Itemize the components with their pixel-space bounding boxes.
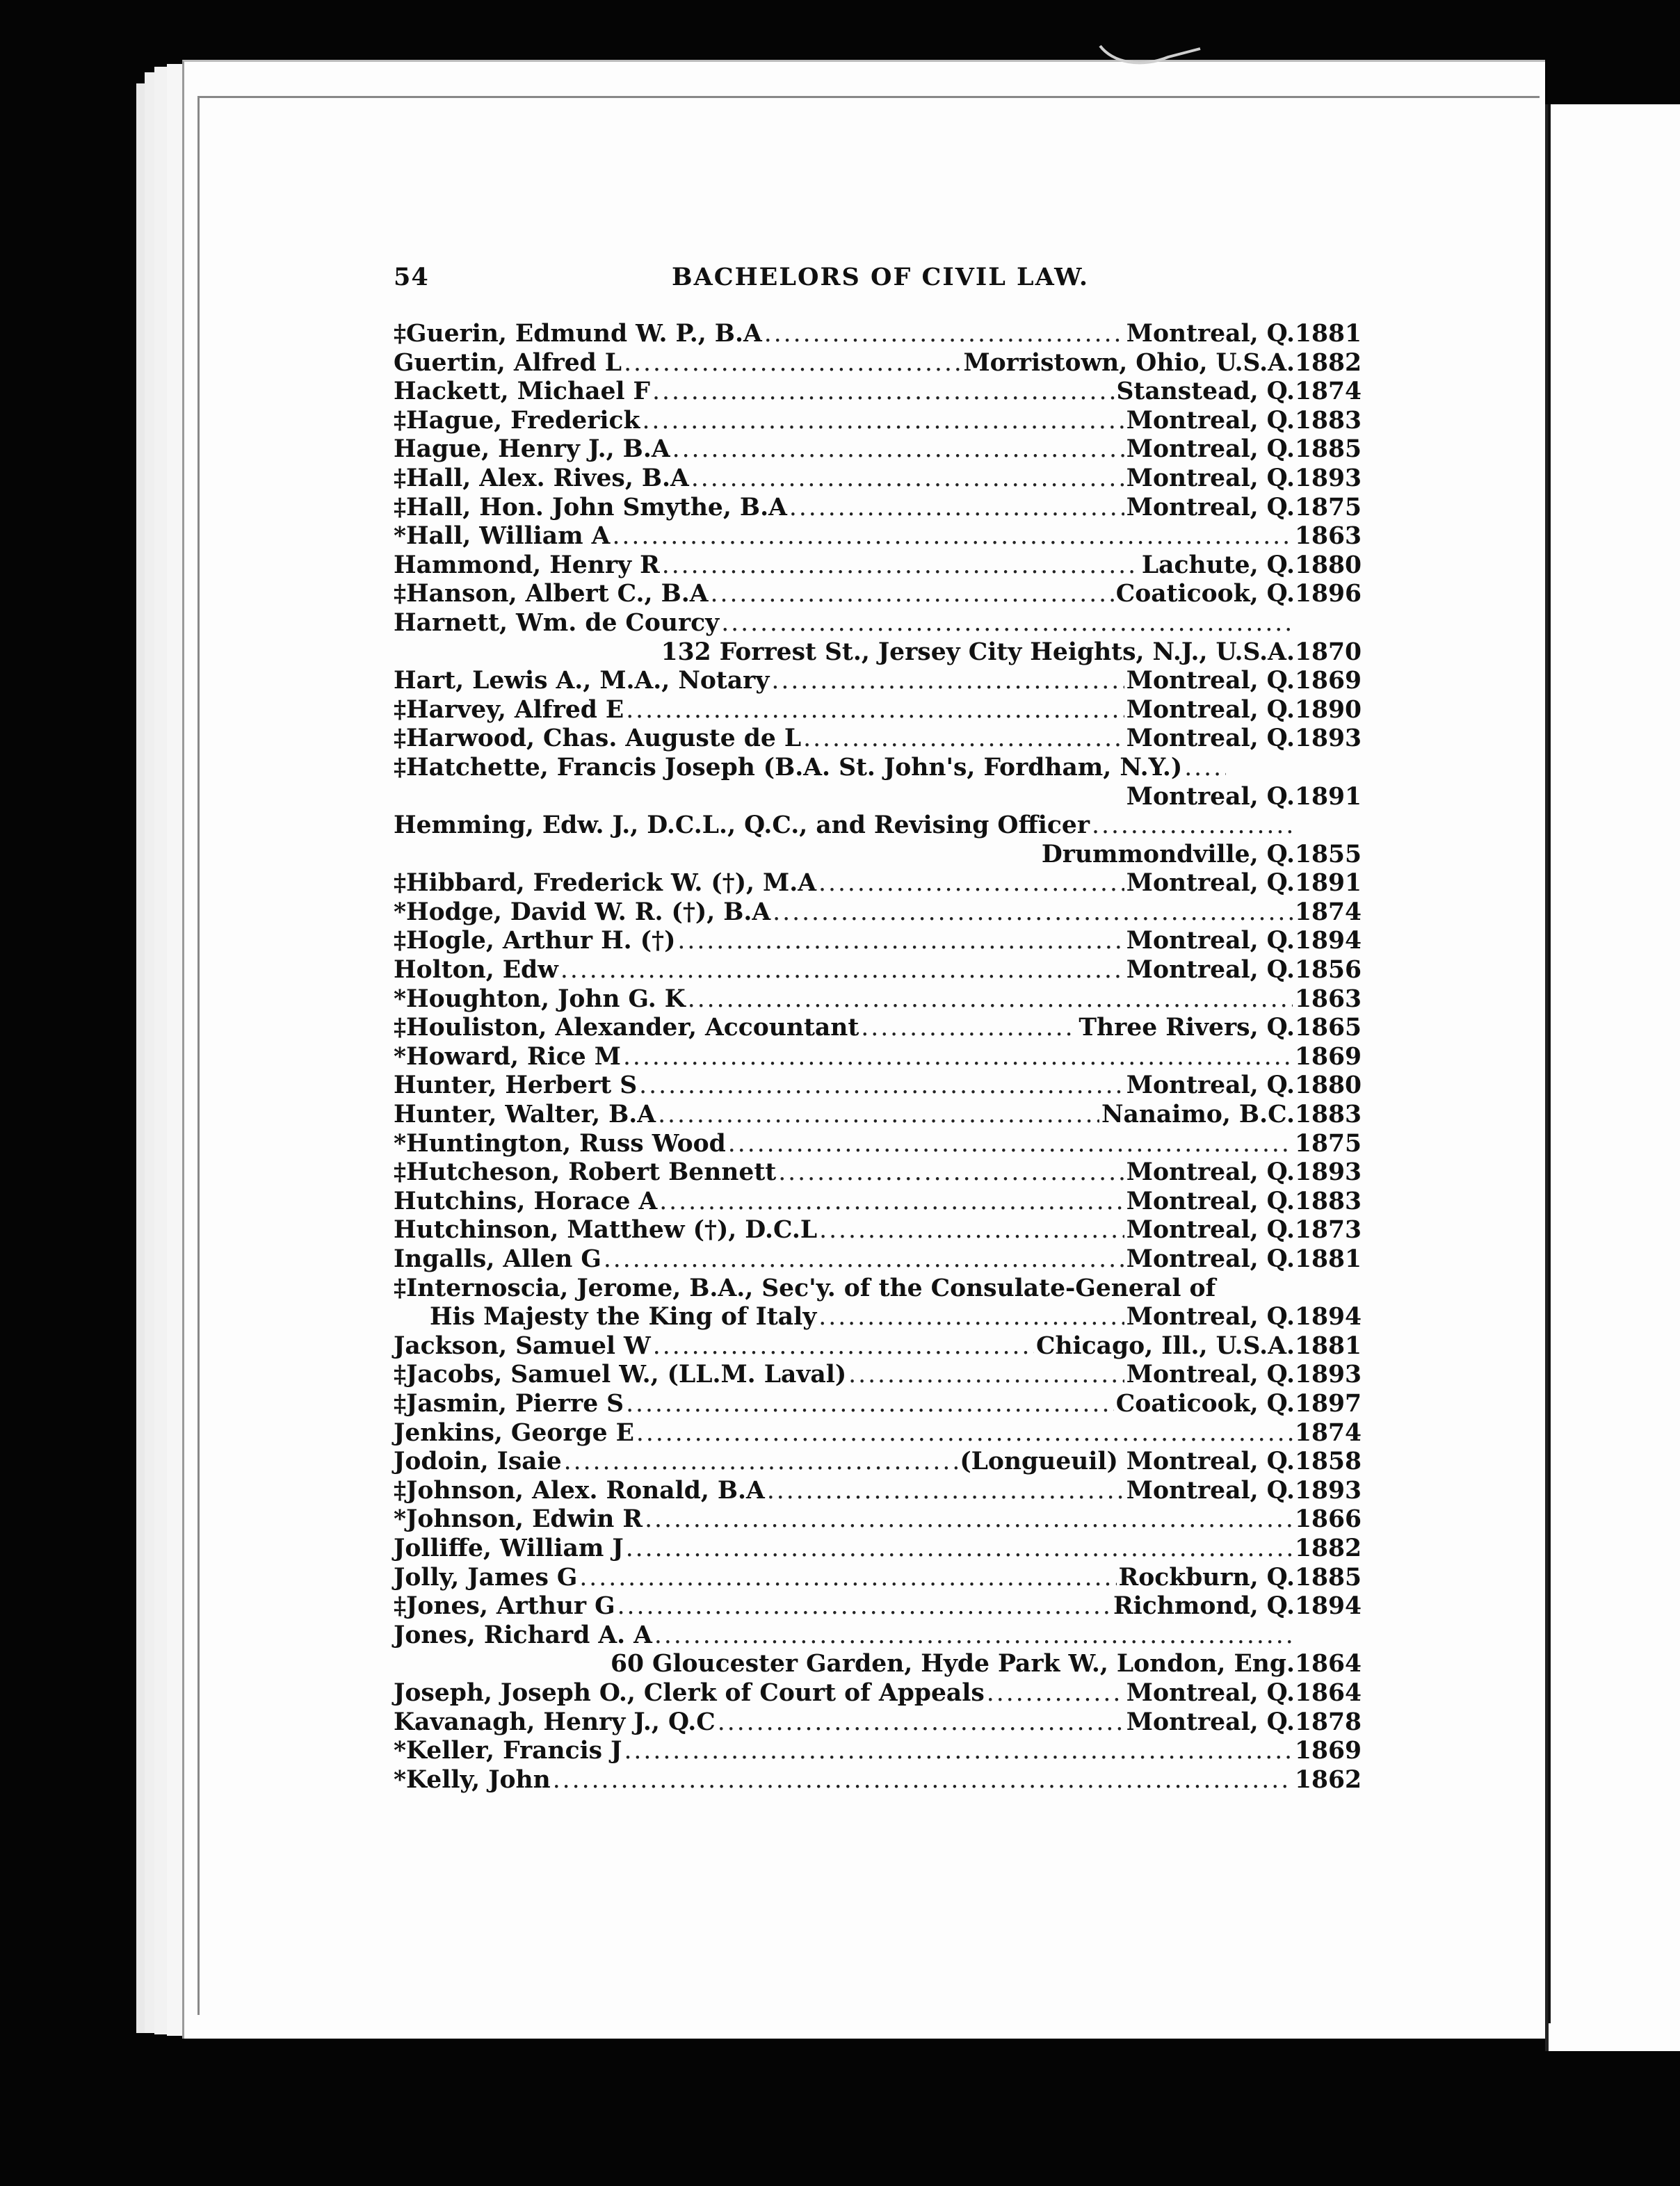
list-item (394, 494, 1362, 523)
entry-place: Montreal, Q. (1126, 782, 1295, 811)
list-item (394, 869, 1362, 898)
entry-name: Harnett, Wm. de Courcy (394, 608, 720, 637)
entry-name: ‡Johnson, Alex. Ronald, B.A (394, 1476, 765, 1505)
entry-place: 60 Gloucester Garden, Hyde Park W., London, Eng. (610, 1650, 1295, 1678)
entry-place: Morristown, Ohio, U.S.A. (963, 348, 1295, 377)
list-item (394, 667, 1362, 696)
list-item (394, 1245, 1362, 1274)
list-item (394, 1419, 1362, 1448)
list-item (394, 378, 1362, 407)
entry-name: Hunter, Herbert S (394, 1071, 638, 1100)
list-item (394, 811, 1362, 841)
entry-place: Montreal, Q. (1126, 406, 1295, 435)
list-item (394, 1216, 1362, 1245)
entry-year: 1883 (1294, 406, 1362, 435)
entry-year: 1869 (1294, 1737, 1362, 1765)
entry-year: 1865 (1294, 1014, 1362, 1042)
entry-name: ‡Hall, Hon. John Smythe, B.A (394, 493, 787, 521)
entry-name: ‡Hague, Frederick (394, 406, 640, 435)
entry-year: 1863 (1294, 985, 1362, 1013)
entry-name: Hemming, Edw. J., D.C.L., Q.C., and Revising Officer (394, 811, 1090, 840)
entry-year: 1891 (1294, 782, 1362, 811)
list-item (394, 724, 1362, 754)
entry-year: 1890 (1294, 695, 1362, 724)
entry-name: ‡Hutcheson, Robert Bennett (394, 1158, 777, 1187)
entry-place: Montreal, Q. (1126, 1476, 1295, 1505)
leader-dots (691, 464, 1124, 494)
entry-year: 1856 (1294, 956, 1362, 985)
entry-year: 1855 (1294, 840, 1362, 868)
leader-dots (848, 1361, 1124, 1390)
leader-dots (773, 898, 1293, 928)
list-item (394, 1101, 1362, 1130)
list-item (394, 1477, 1362, 1506)
list-item (394, 1650, 1362, 1679)
entry-year: 1874 (1294, 1418, 1362, 1447)
entry-place: Montreal, Q. (1126, 1678, 1295, 1707)
entry-place: Montreal, Q. (1126, 493, 1295, 521)
entry-name: Ingalls, Allen G (394, 1245, 601, 1273)
list-item (394, 320, 1362, 349)
leader-dots (623, 1043, 1293, 1072)
list-item (394, 927, 1362, 956)
leader-dots (1092, 811, 1293, 841)
list-item (394, 1592, 1362, 1621)
entry-place: Stanstead, Q. (1116, 378, 1295, 406)
leader-dots (789, 494, 1124, 523)
entry-name: *Hodge, David W. R. (†), B.A (394, 898, 771, 926)
entry-year: 1893 (1294, 1158, 1362, 1187)
entry-year: 1894 (1294, 927, 1362, 955)
leader-dots (652, 378, 1115, 407)
entry-place: (Longueuil) Montreal, Q. (960, 1448, 1295, 1476)
entry-name: ‡Harwood, Chas. Auguste de L (394, 724, 802, 753)
entry-year: 1881 (1294, 1245, 1362, 1273)
entry-year: 1880 (1294, 1071, 1362, 1100)
entry-place: Montreal, Q. (1126, 1216, 1295, 1245)
entry-year: 1881 (1294, 1331, 1362, 1360)
entry-place: Montreal, Q. (1126, 435, 1295, 464)
entry-name: ‡Hogle, Arthur H. (†) (394, 927, 676, 955)
entry-year: 1894 (1294, 1592, 1362, 1621)
leader-dots (564, 1448, 958, 1477)
list-item (394, 1766, 1362, 1795)
entry-year: 1864 (1294, 1650, 1362, 1678)
entry-place: Montreal, Q. (1126, 1158, 1295, 1187)
list-item (394, 1332, 1362, 1361)
entry-name: His Majesty the King of Italy (430, 1303, 817, 1331)
entry-name: ‡Hatchette, Francis Joseph (B.A. St. John's, Fordham, N.Y.) (394, 753, 1183, 782)
leader-dots (654, 1621, 1293, 1651)
leader-dots (624, 1737, 1293, 1766)
entry-place: Montreal, Q. (1126, 927, 1295, 955)
entry-year: 1878 (1294, 1708, 1362, 1736)
entry-place: Coaticook, Q. (1115, 1389, 1295, 1418)
list-item (394, 407, 1362, 436)
entry-place: Montreal, Q. (1126, 724, 1295, 753)
entry-name: ‡Jasmin, Pierre S (394, 1389, 624, 1418)
entry-year: 1885 (1294, 1563, 1362, 1592)
list-item (394, 1071, 1362, 1101)
entry-place: Rockburn, Q. (1118, 1563, 1295, 1592)
list-item (394, 1535, 1362, 1564)
leader-dots (711, 580, 1114, 609)
entry-year: 1885 (1294, 435, 1362, 464)
entry-name: Jolly, James G (394, 1563, 578, 1592)
running-title: BACHELORS OF CIVIL LAW. (672, 263, 1090, 291)
entry-year: 1882 (1294, 348, 1362, 377)
entry-place: Montreal, Q. (1126, 695, 1295, 724)
entry-year: 1894 (1294, 1303, 1362, 1331)
list-item (394, 1158, 1362, 1188)
entry-name: Holton, Edw (394, 956, 558, 985)
leader-dots (771, 667, 1124, 696)
leader-dots (672, 435, 1124, 464)
list-item (394, 1564, 1362, 1593)
entry-year: 1870 (1294, 638, 1362, 666)
entry-name: *Johnson, Edwin R (394, 1505, 643, 1534)
entry-name: Hutchins, Horace A (394, 1187, 658, 1215)
entry-place: Montreal, Q. (1126, 464, 1295, 492)
leader-dots (803, 724, 1124, 754)
entry-name: ‡Guerin, Edmund W. P., B.A (394, 320, 762, 348)
entry-year: 1893 (1294, 1361, 1362, 1389)
leader-dots (658, 1101, 1099, 1130)
entry-year: 1893 (1294, 724, 1362, 753)
list-item (394, 1621, 1362, 1651)
list-item (394, 956, 1362, 985)
list-item (394, 1361, 1362, 1390)
entry-place: Montreal, Q. (1126, 1245, 1295, 1273)
entry-year: 1882 (1294, 1534, 1362, 1562)
list-item (394, 783, 1362, 812)
list-item (394, 1043, 1362, 1072)
entry-place: Montreal, Q. (1126, 1187, 1295, 1215)
entry-year: 1875 (1294, 1129, 1362, 1158)
facing-page (1545, 104, 1680, 2051)
entry-year: 1897 (1294, 1389, 1362, 1418)
leader-dots (626, 1535, 1293, 1564)
entry-name: Jolliffe, William J (394, 1534, 624, 1562)
page-header (394, 263, 1362, 296)
list-item (394, 580, 1362, 609)
leader-dots (553, 1766, 1293, 1795)
leader-dots (624, 349, 961, 378)
list-item (394, 1014, 1362, 1043)
entry-name: ‡Hibbard, Frederick W. (†), M.A (394, 869, 817, 898)
leader-dots (818, 1303, 1124, 1332)
leader-dots (560, 956, 1124, 985)
entry-year: 1896 (1294, 580, 1362, 608)
list-item (394, 1708, 1362, 1738)
list-item (394, 1130, 1362, 1159)
entry-name: ‡Jones, Arthur G (394, 1592, 615, 1621)
entry-year: 1862 (1294, 1765, 1362, 1794)
entry-name: *Keller, Francis J (394, 1737, 622, 1765)
entry-place: Montreal, Q. (1126, 1303, 1295, 1331)
document-content (394, 263, 1362, 1795)
leader-dots (721, 609, 1293, 638)
entry-place: Coaticook, Q. (1115, 580, 1295, 608)
graduate-list (394, 320, 1362, 1795)
leader-dots (767, 1477, 1124, 1506)
leader-dots (688, 985, 1293, 1014)
leader-dots (677, 927, 1124, 956)
entry-name: *Houghton, John G. K (394, 985, 686, 1013)
list-item (394, 841, 1362, 870)
leader-dots (662, 551, 1140, 581)
list-item (394, 638, 1362, 667)
leader-dots (818, 869, 1124, 898)
list-item (394, 985, 1362, 1014)
leader-dots (612, 522, 1293, 551)
entry-name: Hague, Henry J., B.A (394, 435, 670, 464)
entry-year: 1880 (1294, 551, 1362, 579)
entry-year: 1863 (1294, 522, 1362, 551)
list-item (394, 696, 1362, 725)
entry-year: 1874 (1294, 898, 1362, 926)
leader-dots (861, 1014, 1076, 1043)
entry-name: Hutchinson, Matthew (†), D.C.L (394, 1216, 818, 1245)
entry-place: Montreal, Q. (1126, 667, 1295, 695)
entry-name: Jones, Richard A. A (394, 1621, 652, 1649)
list-item (394, 464, 1362, 494)
entry-place: Nanaimo, B.C. (1101, 1101, 1295, 1129)
leader-dots (653, 1332, 1034, 1361)
list-item (394, 609, 1362, 638)
leader-dots (778, 1158, 1124, 1188)
entry-year: 1893 (1294, 1476, 1362, 1505)
leader-dots (819, 1216, 1124, 1245)
entry-name: Jodoin, Isaie (394, 1448, 562, 1476)
leader-dots (626, 696, 1124, 725)
entry-place: Drummondville, Q. (1041, 840, 1295, 868)
entry-year: 1873 (1294, 1216, 1362, 1245)
leader-dots (1184, 754, 1226, 783)
leader-dots (636, 1419, 1293, 1448)
entry-name: Joseph, Joseph O., Clerk of Court of Appeals (394, 1678, 985, 1707)
entry-year: 1883 (1294, 1187, 1362, 1215)
entry-place: Montreal, Q. (1126, 1708, 1295, 1736)
entry-name: Jackson, Samuel W (394, 1331, 651, 1360)
leader-dots (764, 320, 1124, 349)
entry-name: ‡Hanson, Albert C., B.A (394, 580, 709, 608)
entry-name: *Kelly, John (394, 1765, 551, 1794)
leader-dots (617, 1592, 1111, 1621)
list-item (394, 551, 1362, 581)
entry-year: 1893 (1294, 464, 1362, 492)
page-number: 54 (394, 263, 429, 291)
list-item (394, 754, 1362, 783)
list-item (394, 1448, 1362, 1477)
entry-place: Montreal, Q. (1126, 320, 1295, 348)
leader-dots (718, 1708, 1124, 1738)
list-item (394, 1303, 1362, 1332)
list-item (394, 349, 1362, 378)
entry-place: Montreal, Q. (1126, 869, 1295, 898)
leader-dots (987, 1679, 1124, 1708)
entry-year: 1869 (1294, 1042, 1362, 1071)
entry-year: 1869 (1294, 667, 1362, 695)
entry-year: 1874 (1294, 378, 1362, 406)
list-item (394, 1188, 1362, 1217)
entry-place: 132 Forrest St., Jersey City Heights, N.J., U.S.A. (661, 638, 1295, 666)
entry-year: 1883 (1294, 1101, 1362, 1129)
entry-name: *Huntington, Russ Wood (394, 1129, 726, 1158)
entry-name: ‡Harvey, Alfred E (394, 695, 624, 724)
entry-name: Guertin, Alfred L (394, 348, 622, 377)
leader-dots (639, 1071, 1124, 1101)
gutter-edge (1548, 104, 1551, 2023)
entry-place: Montreal, Q. (1126, 1361, 1295, 1389)
entry-name: Hunter, Walter, B.A (394, 1101, 656, 1129)
leader-dots (579, 1564, 1116, 1593)
leader-dots (626, 1390, 1114, 1419)
entry-year: 1891 (1294, 869, 1362, 898)
entry-name: Kavanagh, Henry J., Q.C (394, 1708, 716, 1736)
entry-name: ‡Hall, Alex. Rives, B.A (394, 464, 689, 492)
list-item (394, 1679, 1362, 1708)
entry-year: 1858 (1294, 1448, 1362, 1476)
entry-year: 1866 (1294, 1505, 1362, 1534)
leader-dots (645, 1505, 1293, 1535)
leader-dots (659, 1188, 1124, 1217)
list-item (394, 1390, 1362, 1419)
entry-name: ‡Internoscia, Jerome, B.A., Sec'y. of the Consulate-General of (394, 1274, 1216, 1302)
entry-year: 1875 (1294, 493, 1362, 521)
entry-name: Hammond, Henry R (394, 551, 660, 579)
list-item (394, 1505, 1362, 1535)
list-item (394, 522, 1362, 551)
list-item (394, 1737, 1362, 1766)
list-item (394, 898, 1362, 928)
entry-name: Jenkins, George E (394, 1418, 634, 1447)
entry-year: 1881 (1294, 320, 1362, 348)
entry-place: Lachute, Q. (1141, 551, 1295, 579)
entry-year: 1864 (1294, 1678, 1362, 1707)
entry-place: Montreal, Q. (1126, 956, 1295, 985)
entry-name: ‡Jacobs, Samuel W., (LL.M. Laval) (394, 1361, 847, 1389)
entry-name: *Hall, William A (394, 522, 611, 551)
entry-place: Montreal, Q. (1126, 1071, 1295, 1100)
entry-name: Hart, Lewis A., M.A., Notary (394, 667, 770, 695)
entry-place: Richmond, Q. (1113, 1592, 1295, 1621)
list-item (394, 1274, 1362, 1304)
entry-name: ‡Houliston, Alexander, Accountant (394, 1014, 859, 1042)
leader-dots (642, 407, 1124, 436)
entry-name: Hackett, Michael F (394, 378, 651, 406)
list-item (394, 435, 1362, 464)
leader-dots (728, 1130, 1293, 1159)
entry-name: *Howard, Rice M (394, 1042, 621, 1071)
entry-place: Chicago, Ill., U.S.A. (1036, 1331, 1295, 1360)
leader-dots (604, 1245, 1124, 1274)
entry-place: Three Rivers, Q. (1079, 1014, 1295, 1042)
